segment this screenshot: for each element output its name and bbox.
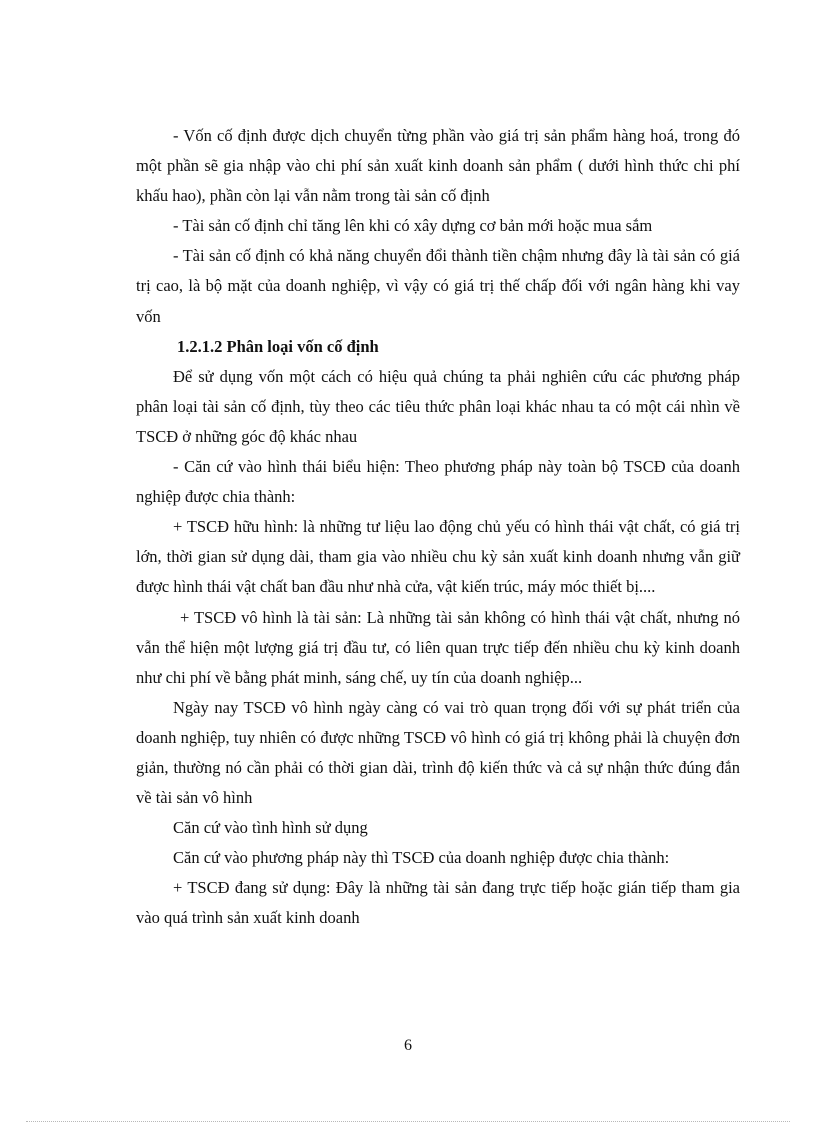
paragraph-intangible-importance: Ngày nay TSCĐ vô hình ngày càng có vai trò quan trọng đối với sự phát triển của doanh nghiệp, tuy nhiên có được những TSCĐ vô hình có giá trị không phải là chuyện đơn giản, thường nó cần phải có thời gian dài, trình độ kiến thức và cả sự nhận thức đúng đắn về tài sản vô hình (136, 697, 740, 808)
page-body (136, 121, 740, 934)
section-heading: 1.2.1.2 Phân loại vốn cố định (177, 336, 379, 356)
paragraph-form-based-classification: - Căn cứ vào hình thái biểu hiện: Theo phương pháp này toàn bộ TSCĐ của doanh nghiệp được chia thành: (136, 457, 740, 507)
paragraph-classification-intro: Để sử dụng vốn một cách có hiệu quả chúng ta phải nghiên cứu các phương pháp phân loại tài sản cố định, tùy theo các tiêu thức phân loại khác nhau ta có một cái nhìn về TSCĐ ở những góc độ khác nhau (136, 366, 740, 446)
paragraph-fixed-capital-transfer: - Vốn cố định được dịch chuyển từng phần vào giá trị sản phẩm hàng hoá, trong đó một phần sẽ gia nhập vào chi phí sản xuất kinh doanh sản phẩm ( dưới hình thức chi phí khấu hao), phần còn lại vẫn nằm trong tài sản cố định (136, 126, 740, 206)
paragraph-intangible-assets: + TSCĐ vô hình là tài sản: Là những tài sản không có hình thái vật chất, nhưng nó vẫn thể hiện một lượng giá trị đầu tư, có liên quan trực tiếp đến nhiều chu kỳ kinh doanh như chi phí về bằng phát minh, sáng chế, uy tín của doanh nghiệp... (136, 607, 740, 687)
paragraph-assets-in-use: + TSCĐ đang sử dụng: Đây là những tài sản đang trực tiếp hoặc gián tiếp tham gia vào quá trình sản xuất kinh doanh (136, 878, 740, 928)
paragraph-usage-classification: Căn cứ vào tình hình sử dụng (173, 818, 368, 838)
page-number: 6 (404, 1037, 412, 1054)
paragraph-tangible-assets: + TSCĐ hữu hình: là những tư liệu lao động chủ yếu có hình thái vật chất, có giá trị lớn, thời gian sử dụng dài, tham gia vào nhiều chu kỳ sản xuất kinh doanh nhưng vẫn giữ được hình thái vật chất ban đầu như nhà cửa, vật kiến trúc, máy móc thiết bị.... (136, 517, 740, 597)
paragraph-usage-method: Căn cứ vào phương pháp này thì TSCĐ của doanh nghiệp được chia thành: (173, 848, 670, 868)
paragraph-fixed-asset-increase: - Tài sản cố định chỉ tăng lên khi có xây dựng cơ bản mới hoặc mua sắm (173, 216, 653, 236)
footer-dotted-rule (26, 1121, 790, 1122)
paragraph-fixed-asset-liquidity: - Tài sản cố định có khả năng chuyển đổi thành tiền chậm nhưng đây là tài sản có giá trị cao, là bộ mặt của doanh nghiệp, vì vậy có giá trị thế chấp đối với ngân hàng khi vay vốn (136, 246, 740, 326)
